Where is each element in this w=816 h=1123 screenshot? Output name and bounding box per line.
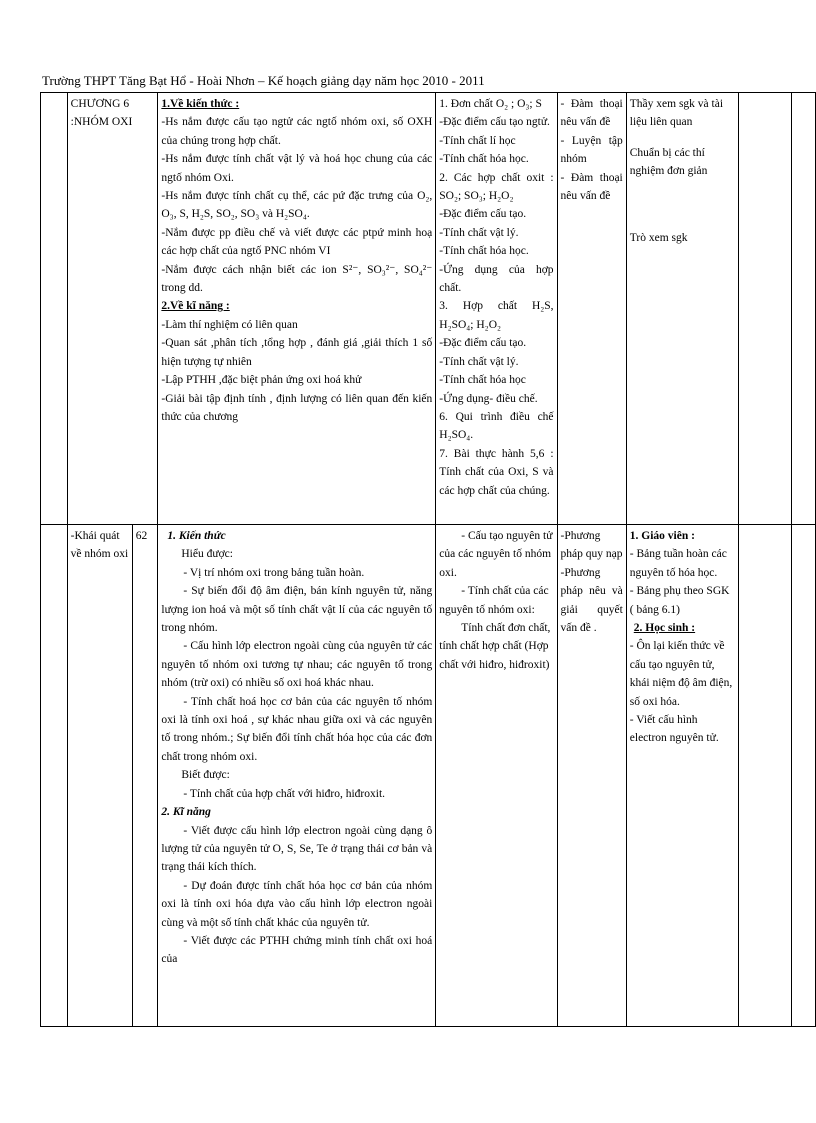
objective-item: - Tính chất hoá học cơ bản của các nguyên tố nhóm oxi là tính oxi hoá , sự khác nhau giữa oxi và các nguyên tố trong nhóm.; Sự biến đổi tính chất hóa học của các đơn chất trong nhóm oxi. — [161, 695, 433, 763]
empty-cell — [792, 525, 816, 1027]
content-item: -Tính chất hóa học — [439, 374, 526, 387]
objective-item: -Nắm được cách nhận biết các ion S²⁻, SO₃²⁻, SO₄²⁻ trong dd. — [161, 263, 433, 295]
objective-heading: 2. Kĩ năng — [161, 806, 211, 819]
method-item: - Đàm thoại nêu vấn đề — [560, 98, 623, 129]
lesson-title: -Khái quát về nhóm oxi — [70, 530, 129, 561]
content-item: 3. Hợp chất H₂S, H₂SO₄; H₂O₂ — [439, 300, 554, 331]
prep-heading: 2. Học sinh : — [633, 622, 696, 635]
preparation-cell — [626, 93, 738, 525]
skill-item: - Dự đoán được tính chất hóa học cơ bản của nhóm oxi là tính oxi hóa dựa vào cấu hình lớp electron ngoài cùng và một số tính chất khác của nguyên tử. — [161, 879, 433, 929]
table-row — [41, 525, 816, 1027]
empty-cell — [41, 93, 68, 525]
objective-item: -Hs nắm được cấu tạo ngtử các ngtố nhóm oxi, số OXH của chúng trong hợp chất. — [161, 116, 433, 147]
methods-cell — [557, 93, 626, 525]
skill-item: - Viết được cấu hình lớp electron ngoài cùng dạng ô lượng tử của nguyên tử O, S, Se, Te ở trạng thái cơ bản và trạng thái kích thích. — [161, 824, 433, 874]
content-item: -Đặc điểm cấu tạo ngtử. — [439, 116, 550, 129]
content-item: 6. Qui trình điều chế H₂SO₄. — [439, 410, 554, 442]
objective-item: - Tính chất của hợp chất với hiđro, hiđroxit. — [183, 787, 386, 800]
objective-item: Biết được: — [181, 769, 230, 782]
method-item: -Phương pháp quy nạp — [560, 530, 623, 561]
objective-item: - Vị trí nhóm oxi trong bảng tuần hoàn. — [183, 566, 365, 579]
prep-item: Trò xem sgk — [629, 231, 688, 244]
content-item: -Tính chất hóa học. — [439, 245, 529, 258]
prep-item: - Ôn lại kiến thức về cấu tạo nguyên tử, khái niệm độ âm điện, số oxi hóa. — [629, 640, 733, 708]
lesson-plan-table — [40, 92, 816, 1027]
content-cell — [436, 525, 557, 1027]
objective-heading: 1. Kiến thức — [167, 530, 226, 542]
prep-item: Chuẩn bị các thí nghiệm đơn giản — [629, 146, 708, 178]
empty-cell — [792, 93, 816, 525]
document-header: Trường THPT Tăng Bạt Hổ - Hoài Nhơn – Kế hoạch giảng dạy năm học 2010 - 2011 — [42, 73, 485, 88]
content-item: 2. Các hợp chất oxit : SO₂; SO₃; H₂O₂ — [439, 171, 554, 203]
method-item: -Phương pháp nêu và giải quyết vấn đề . — [560, 566, 623, 635]
empty-cell — [739, 93, 792, 525]
content-item: 1. Đơn chất O₂ ; O₃; S — [439, 98, 542, 110]
method-item: - Luyện tập nhóm — [560, 134, 623, 166]
preparation-cell — [626, 525, 738, 1027]
objective-item: Hiểu được: — [181, 548, 233, 561]
content-item: -Ứng dụng của hợp chất. — [439, 263, 554, 295]
empty-cell — [739, 525, 792, 1027]
content-item: -Tính chất hóa học. — [439, 153, 529, 166]
objective-item: - Sự biến đổi độ âm điện, bán kính nguyên tử, năng lượng ion hoá và một số tính chất vật lí của các nguyên tố trong nhóm. — [161, 585, 433, 635]
content-item: -Tính chất lí học — [439, 134, 516, 147]
period-number: 62 — [135, 530, 148, 542]
chapter-cell — [67, 93, 158, 525]
methods-cell — [557, 525, 626, 1027]
objective-item: -Hs nắm được tính chất vật lý và hoá học chung của các ngtố nhóm Oxi. — [161, 153, 433, 184]
skill-item: -Làm thí nghiệm có liên quan — [161, 318, 298, 331]
objective-heading: 1.Về kiến thức : — [161, 98, 240, 110]
content-item: -Tính chất vật lý. — [439, 355, 519, 368]
prep-item: Thầy xem sgk và tài liệu liên quan — [629, 98, 724, 129]
skill-item: -Quan sát ,phân tích ,tổng hợp , đánh giá ,giải thích 1 số hiện tượng tự nhiên — [161, 337, 433, 368]
content-item: 7. Bài thực hành 5,6 : Tính chất của Oxi, S và các hợp chất của chúng. — [439, 447, 554, 497]
objective-heading: 2.Về kĩ năng : — [161, 300, 230, 313]
prep-heading: 1. Giáo viên : — [629, 530, 695, 542]
content-item: - Cấu tạo nguyên tử của các nguyên tố nhóm oxi. — [439, 530, 553, 579]
content-item: - Tính chất của các nguyên tố nhóm oxi: — [439, 585, 549, 616]
objective-item: -Hs nắm được tính chất cụ thể, các pứ đặc trưng của O₂, O₃, S, H₂S, SO₂, SO₃ và H₂SO₄. — [161, 190, 433, 221]
table-row — [41, 93, 816, 525]
period-cell — [132, 525, 158, 1027]
objectives-cell — [158, 525, 436, 1027]
objective-item: - Cấu hình lớp electron ngoài cùng của nguyên tử các nguyên tố nhóm oxi tương tự nhau; các nguyên tố trong nhóm (trừ oxi) có nhiều số oxi hoá khác nhau. — [161, 640, 433, 690]
prep-item: - Bảng tuần hoàn các nguyên tố hóa học. — [629, 548, 727, 579]
objectives-cell — [158, 93, 436, 525]
prep-item: - Bảng phụ theo SGK ( bảng 6.1) — [629, 585, 730, 616]
skill-item: -Lập PTHH ,đặc biệt phản ứng oxi hoá khử — [161, 374, 362, 387]
empty-cell — [41, 525, 68, 1027]
content-item: -Đặc điểm cấu tạo. — [439, 208, 527, 221]
method-item: - Đàm thoại nêu vấn đề — [560, 171, 623, 203]
lesson-cell — [67, 525, 132, 1027]
skill-item: -Giải bài tập định tính , định lượng có liên quan đến kiến thức của chương — [161, 392, 433, 423]
content-item: -Đặc điểm cấu tạo. — [439, 337, 527, 350]
content-item: -Ứng dụng- điều chế. — [439, 392, 538, 405]
chapter-title: CHƯƠNG 6 :NHÓM OXI — [70, 98, 133, 129]
content-item: Tính chất đơn chất, tính chất hợp chất (Hợp chất với hiđro, hiđroxit) — [439, 622, 551, 671]
content-cell — [436, 93, 557, 525]
skill-item: - Viết được các PTHH chứng minh tính chất oxi hoá của — [161, 934, 433, 966]
prep-item: - Viết cấu hình electron nguyên tử. — [629, 714, 719, 745]
objective-item: -Nắm được pp điều chế và viết được các ptpứ minh hoạ các hợp chất của ngtố PNC nhóm VI — [161, 226, 433, 258]
content-item: -Tính chất vật lý. — [439, 226, 519, 239]
